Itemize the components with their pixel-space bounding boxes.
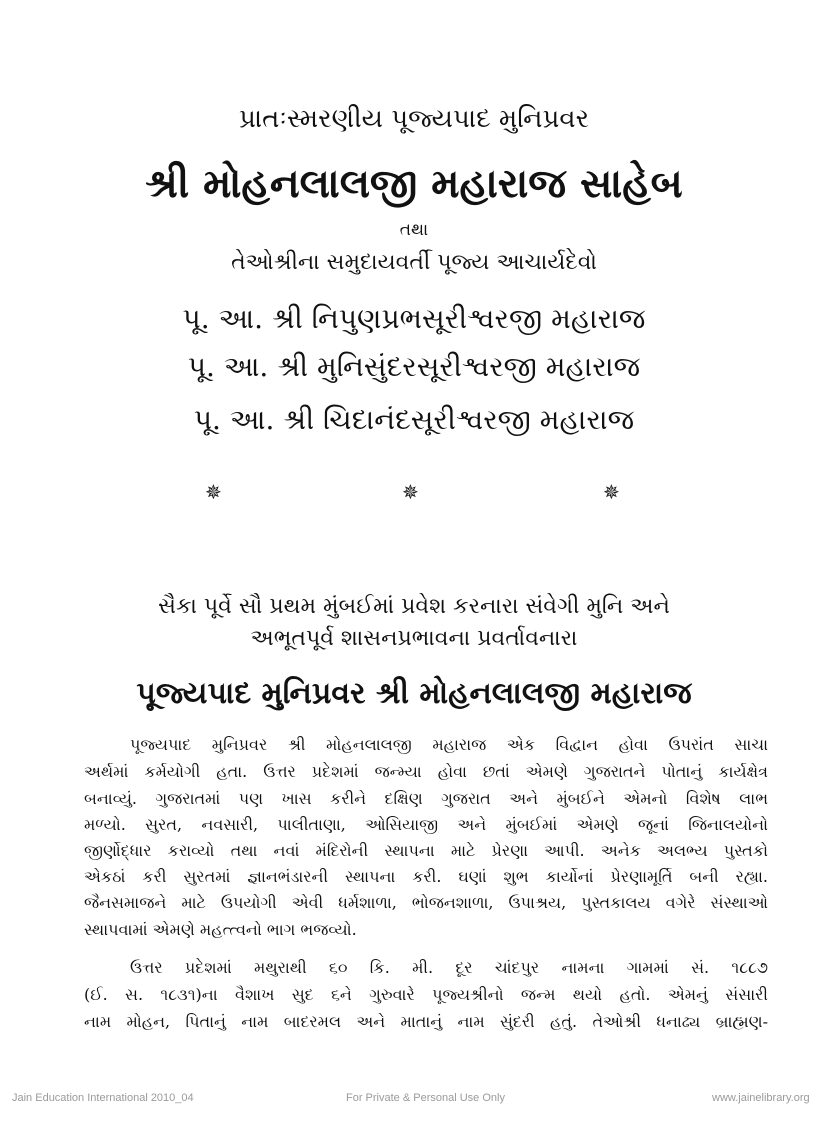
article-subtitle-2: અભૂતપૂર્વ શાસનપ્રભાવના પ્રવર્તાવનારા — [250, 626, 578, 651]
paragraph-line: સ્થાપવામાં એમણે મહત્ત્વનો ભાગ ભજવ્યો. — [84, 920, 357, 939]
heading-conjunction: તથા — [399, 220, 429, 240]
heading-title: શ્રી મોહનલાલજી મહારાજ સાહેબ — [145, 160, 683, 207]
footer-usage-note: For Private & Personal Use Only — [346, 1092, 505, 1104]
paragraph-line: નામ મોહન, પિતાનું નામ બાદરમલ અને માતાનું નામ સુંદરી હતું. તેઓશ્રી ધનાઢ્ય બ્રાહ્મણ- — [84, 1012, 768, 1031]
ornament-icon: ✵ — [205, 480, 222, 504]
paragraph-line: ઉત્તર પ્રદેશમાં મથુરાથી ૬૦ કિ. મી. દૂર ચાંદપુર નામના ગામમાં સં. ૧૮૮૭ — [130, 958, 768, 977]
acharya-name: પૂ. આ. શ્રી ચિદાનંદસૂરીશ્વરજી મહારાજ — [193, 403, 635, 436]
ornament-icon: ✵ — [603, 480, 620, 504]
heading-line-4: તેઓશ્રીના સમુદાયવર્તી પૂજ્ય આચાર્યદેવો — [231, 250, 597, 275]
footer-publisher: Jain Education International 2010_04 — [12, 1092, 194, 1104]
paragraph-line: અર્થમાં કર્મયોગી હતા. ઉત્તર પ્રદેશમાં જન્મ્યા હોવા છતાં એમણે ગુજરાતને પોતાનું કાર્યક્ષેત્ર — [84, 762, 768, 781]
paragraph-line: એકઠાં કરી સુરતમાં જ્ઞાનભંડારની સ્થાપના કરી. ઘણાં શુભ કાર્યોનાં પ્રેરણામૂર્તિ બની રહ્યા. — [84, 867, 768, 886]
paragraph-line: જીર્ણોદ્ધાર કરાવ્યો તથા નવાં મંદિરોની સ્થાપના માટે પ્રેરણા આપી. અનેક અલભ્ય પુસ્તકો — [84, 841, 768, 860]
article-title: પૂજ્યપાદ મુનિપ્રવર શ્રી મોહનલાલજી મહારાજ — [136, 676, 692, 711]
ornament-icon: ✵ — [402, 480, 419, 504]
article-subtitle-1: સૈકા પૂર્વે સૌ પ્રથમ મુંબઈમાં પ્રવેશ કરનારા સંવેગી મુનિ અને — [158, 594, 670, 619]
heading-line-1: પ્રાતઃસ્મરણીય પૂજ્યપાદ મુનિપ્રવર — [238, 104, 590, 134]
acharya-name: પૂ. આ. શ્રી નિપુણપ્રભસૂરીશ્વરજી મહારાજ — [182, 302, 646, 335]
paragraph-line: (ઈ. સ. ૧૮૩૧)ના વૈશાખ સુદ ૬ને ગુરુવારે પૂજ્યશ્રીનો જન્મ થયો હતો. એમનું સંસારી — [84, 985, 768, 1004]
paragraph-line: જૈનસમાજને માટે ઉપયોગી એવી ધર્મશાળા, ભોજનશાળા, ઉપાશ્રય, પુસ્તકાલય વગેરે સંસ્થાઓ — [84, 893, 768, 912]
paragraph-line: મળ્યો. સુરત, નવસારી, પાલીતાણા, ઓસિયાજી અને મુંબઈમાં એમણે જૂનાં જિનાલયોનો — [84, 815, 768, 834]
footer-website-link[interactable]: www.jainelibrary.org — [712, 1092, 810, 1104]
paragraph-line: પૂજ્યપાદ મુનિપ્રવર શ્રી મોહનલાલજી મહારાજ એક વિદ્વાન હોવા ઉપરાંત સાચા — [130, 735, 768, 754]
paragraph-line: બનાવ્યું. ગુજરાતમાં પણ ખાસ કરીને દક્ષિણ ગુજરાત અને મુંબઈને એમનો વિશેષ લાભ — [84, 789, 768, 808]
acharya-name: પૂ. આ. શ્રી મુનિસુંદરસૂરીશ્વરજી મહારાજ — [187, 350, 641, 383]
